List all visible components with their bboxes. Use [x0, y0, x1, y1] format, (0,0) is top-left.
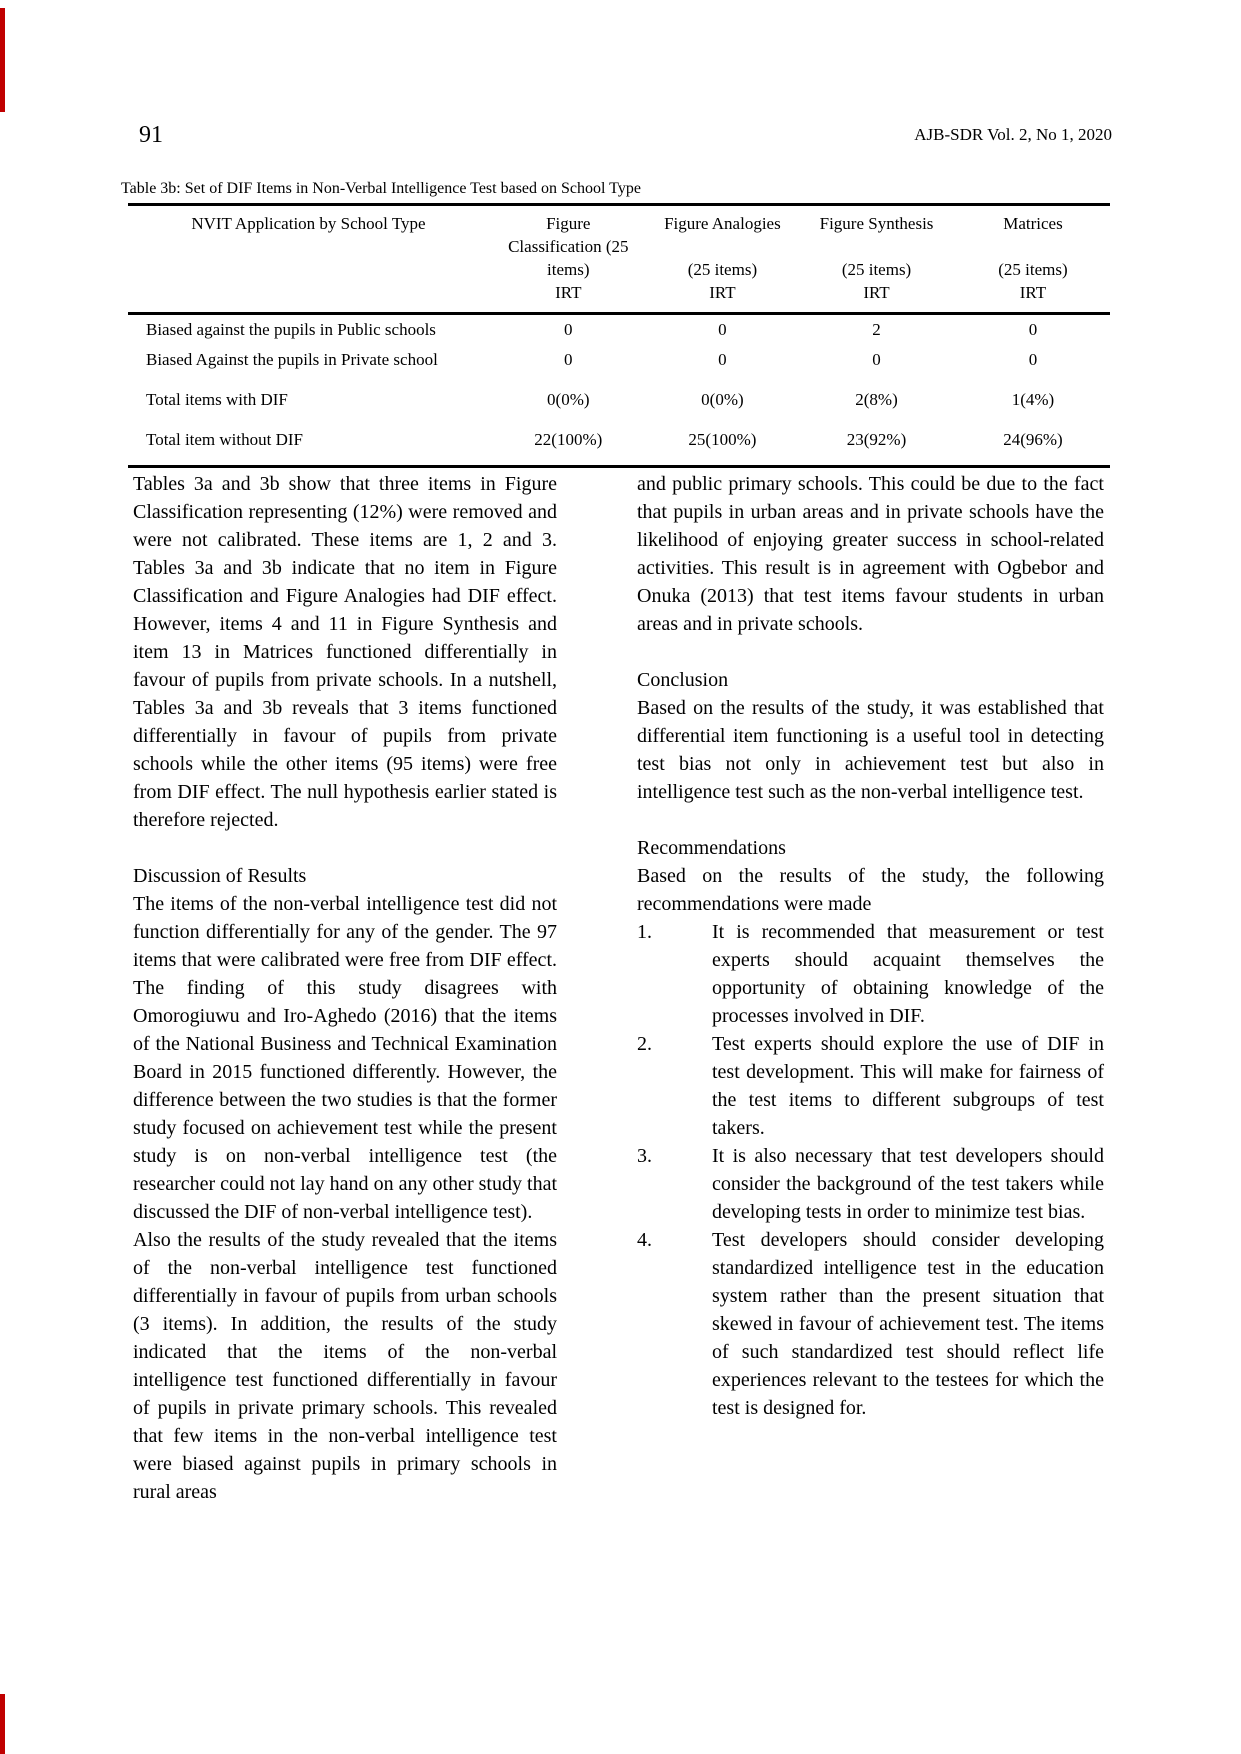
cell-value: 0 — [1028, 320, 1038, 339]
left-margin-red-mark-top — [0, 8, 5, 112]
table-header-cell-figure-classification — [489, 212, 648, 304]
table-header-cell-figure-synthesis — [797, 212, 956, 304]
left-margin-red-mark-bottom — [0, 1694, 5, 1754]
header-line — [797, 235, 956, 258]
body-column-left — [133, 470, 557, 1506]
cell-value: 0 — [564, 350, 573, 369]
table-row — [128, 375, 1110, 415]
table-header-cell-figure-analogies — [648, 212, 797, 304]
cell-value: 2(8%) — [855, 390, 898, 409]
cell-value: 25(100%) — [688, 430, 757, 449]
list-item-number: 1. — [637, 921, 652, 943]
list-item-text: It is recommended that measurement or test experts should acquaint themselves the opportunity of obtaining knowledge of the processes involved in DIF. — [712, 921, 1104, 1027]
cell-value: 1(4%) — [1011, 390, 1055, 409]
table-header-cell-matrices — [956, 212, 1110, 304]
cell-value: 22(100%) — [534, 430, 603, 449]
table-header-cell-application — [128, 212, 489, 304]
row-label: Total item without DIF — [146, 430, 303, 449]
header-line: Matrices — [1003, 214, 1063, 233]
list-item — [637, 1142, 1104, 1226]
row-label: Biased against the pupils in Public schools — [146, 320, 436, 339]
header-line: IRT — [863, 283, 890, 302]
page-number: 91 — [139, 122, 163, 148]
table-row — [128, 345, 1110, 375]
cell-value: 2 — [872, 320, 881, 339]
list-item — [637, 918, 1104, 1030]
paragraph-conclusion: Based on the results of the study, it was established that differential item functioning is a useful tool in detecting test bias not only in achievement test but also in intelligence test such as the non-verbal intelligence test. — [637, 697, 1104, 803]
paragraph-continued: and public primary schools. This could be due to the fact that pupils in urban areas and in private schools have the likelihood of enjoying greater success in school-related activities. This result is in agreement with Ogbebor and Onuka (2013) that test items favour students in urban areas and in private schools. — [637, 473, 1104, 635]
heading-conclusion: Conclusion — [637, 669, 729, 691]
header-line: NVIT Application by School Type — [191, 214, 426, 233]
list-item-number: 4. — [637, 1229, 652, 1251]
cell-value: 24(96%) — [1003, 430, 1063, 449]
cell-value: 23(92%) — [846, 430, 907, 449]
heading-discussion-of-results: Discussion of Results — [133, 865, 307, 887]
row-label: Total items with DIF — [146, 390, 288, 409]
header-line: IRT — [709, 283, 736, 302]
table-caption: Table 3b: Set of DIF Items in Non-Verbal Intelligence Test based on School Type — [121, 180, 641, 197]
header-line: IRT — [555, 283, 582, 302]
list-item — [637, 1030, 1104, 1142]
table-header-row — [128, 206, 1110, 315]
header-line: (25 items) — [841, 260, 912, 279]
cell-value: 0 — [1028, 350, 1038, 369]
header-line: (25 items) — [687, 260, 758, 279]
header-line — [956, 235, 1110, 258]
paragraph-recommendations-intro: Based on the results of the study, the following recommendations were made — [637, 865, 1104, 915]
recommendations-list — [637, 918, 1104, 1422]
cell-value: 0 — [718, 320, 727, 339]
body-column-right — [637, 470, 1104, 1422]
header-line — [648, 235, 797, 258]
header-line: Figure Analogies — [664, 214, 781, 233]
cell-value: 0 — [872, 350, 881, 369]
cell-value: 0(0%) — [701, 390, 744, 409]
list-item — [637, 1226, 1104, 1422]
paragraph-also-results: Also the results of the study revealed that the items of the non-verbal intelligence test functioned differentially in favour of pupils from urban schools (3 items). In addition, the results of the study indicated that the items of the non-verbal intelligence test functioned differentially in favour of pupils in private primary schools. This revealed that few items in the non-verbal intelligence test were biased against pupils in primary schools in rural areas — [133, 1229, 557, 1503]
list-item-number: 2. — [637, 1033, 652, 1055]
cell-value: 0 — [718, 350, 727, 369]
paragraph-discussion: The items of the non-verbal intelligence test did not function differentially for any of the gender. The 97 items that were calibrated were free from DIF effect. The finding of this study disagrees with Omorogiuwu and Iro-Aghedo (2016) that the items of the National Business and Technical Examination Board in 2015 functioned differently. However, the difference between the two studies is that the former study focused on achievement test while the present study is on non-verbal intelligence test (the researcher could not lay hand on any other study that discussed the DIF of non-verbal intelligence test). — [133, 893, 557, 1223]
header-line: Figure Synthesis — [819, 214, 934, 233]
row-label: Biased Against the pupils in Private school — [146, 350, 438, 369]
header-line: (25 items) — [998, 260, 1068, 279]
header-line: Classification (25 — [508, 237, 629, 256]
paragraph-results: Tables 3a and 3b show that three items in Figure Classification representing (12%) were removed and were not calibrated. These items are 1, 2 and 3. Tables 3a and 3b indicate that no item in Figure Classification and Figure Analogies had DIF effect. However, items 4 and 11 in Figure Synthesis and item 13 in Matrices functioned differentially in favour of pupils from private schools. In a nutshell, Tables 3a and 3b reveals that 3 items functioned differentially in favour of pupils from private schools while the other items (95 items) were free from DIF effect. The null hypothesis earlier stated is therefore rejected. — [133, 473, 557, 831]
dif-items-table — [128, 203, 1110, 468]
cell-value: 0(0%) — [547, 390, 590, 409]
cell-value: 0 — [564, 320, 573, 339]
journal-reference: AJB-SDR Vol. 2, No 1, 2020 — [914, 125, 1112, 144]
table-row — [128, 315, 1110, 345]
header-line: IRT — [1019, 283, 1047, 302]
list-item-text: Test developers should consider developing standardized intelligence test in the education system rather than the present situation that skewed in favour of achievement test. The items of such standardized test should reflect life experiences relevant to the testees for which the test is designed for. — [712, 1229, 1104, 1419]
list-item-text: It is also necessary that test developers should consider the background of the test takers while developing tests in order to minimize test bias. — [712, 1145, 1104, 1223]
header-line: Figure — [546, 214, 591, 233]
heading-recommendations: Recommendations — [637, 837, 786, 859]
header-line: items) — [547, 260, 590, 279]
list-item-text: Test experts should explore the use of DIF in test development. This will make for fairness of the test items to different subgroups of test takers. — [712, 1033, 1104, 1139]
table-row — [128, 415, 1110, 465]
list-item-number: 3. — [637, 1145, 652, 1167]
